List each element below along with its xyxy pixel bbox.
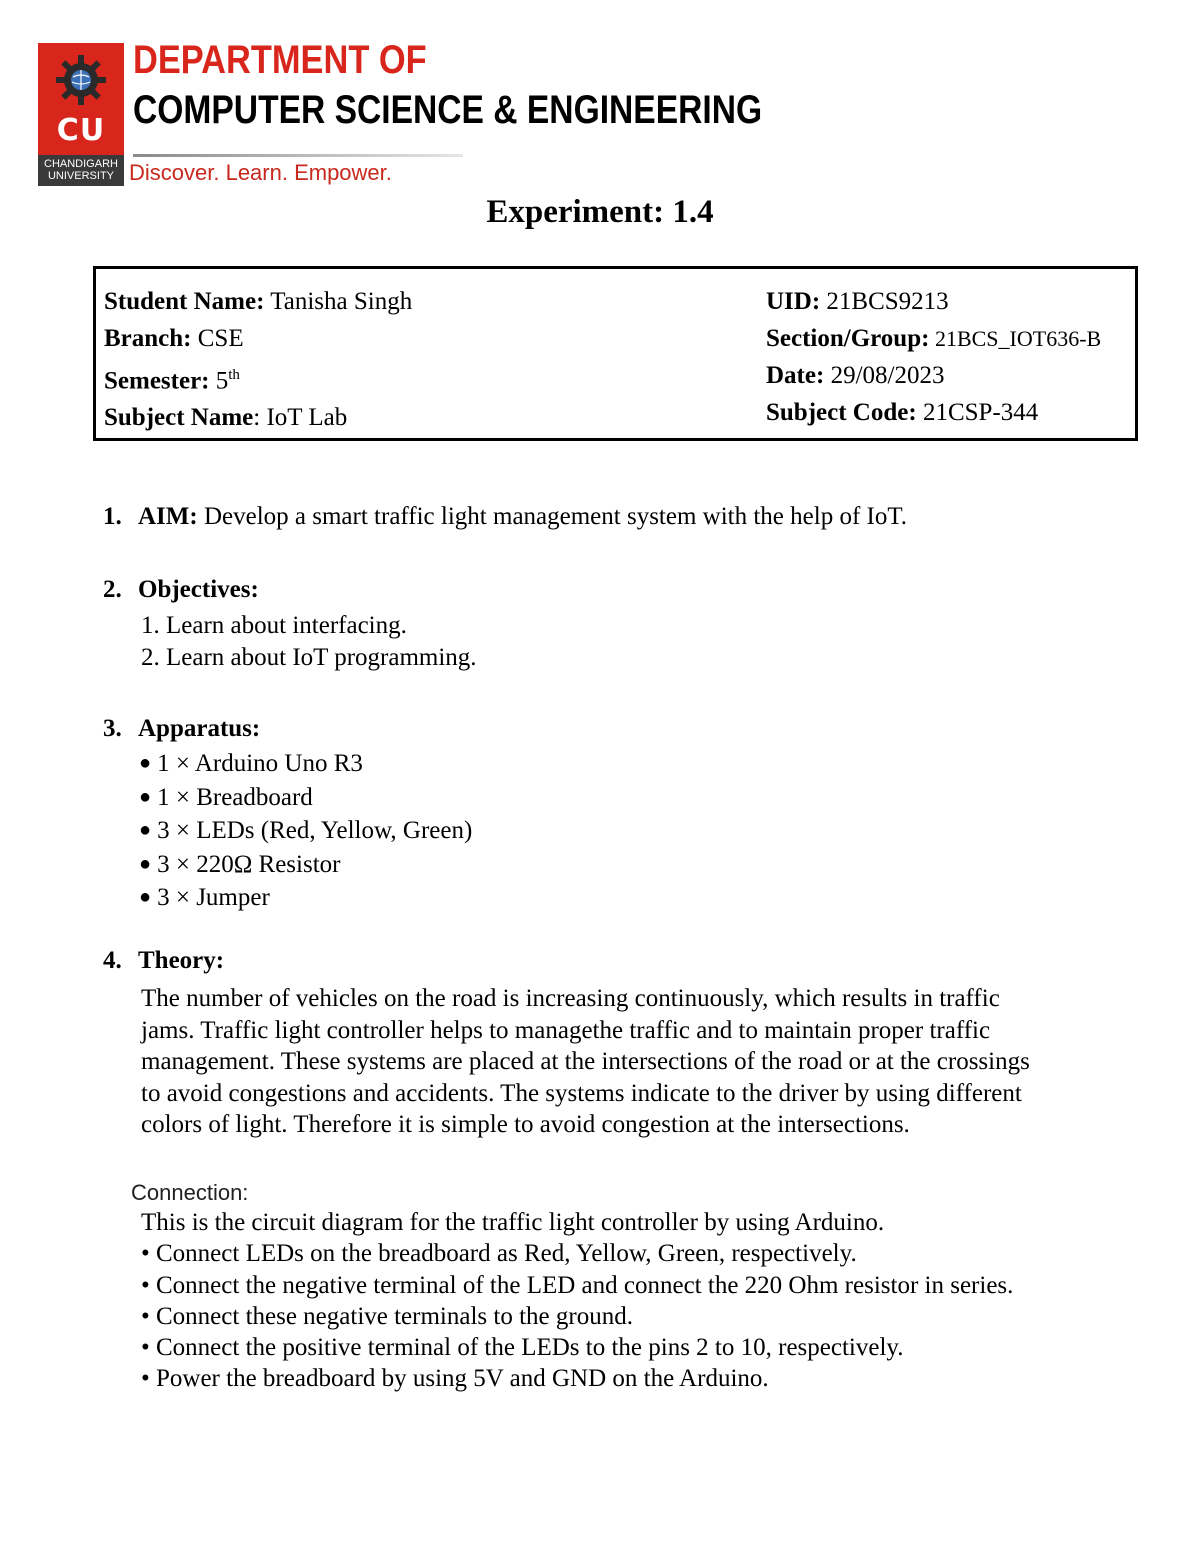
list-item: • Power the breadboard by using 5V and GND on the Arduino. — [141, 1365, 769, 1393]
section-row: Section/Group: 21BCS_IOT636-B — [766, 325, 1102, 352]
objectives-list — [141, 610, 1131, 673]
theory-paragraph: The number of vehicles on the road is increasing continuously, which results in traffic jams. Traffic light controller helps to managethe traffic and to maintain proper traffic management. These systems are placed at the intersections of the road or at the crossings to avoid congestions and accidents. The systems indicate to the driver by using different colors of light. Therefore it is simple to avoid congestion at the intersections. — [141, 985, 1030, 1138]
date-row: Date: 29/08/2023 — [766, 362, 945, 389]
header-divider — [133, 154, 463, 157]
apparatus-heading-row: 3. Apparatus: — [103, 715, 261, 742]
student-info-box — [93, 266, 1138, 441]
student-name-row: Student Name: Tanisha Singh — [104, 288, 413, 315]
list-item: 2. Learn about IoT programming. — [141, 643, 477, 671]
department-subtitle: COMPUTER SCIENCE & ENGINEERING — [133, 88, 763, 132]
experiment-title: Experiment: 1.4 — [486, 194, 714, 230]
apparatus-heading: Apparatus: — [138, 715, 261, 742]
theory-heading-row: 4. Theory: — [103, 947, 225, 974]
list-item: 1. Learn about interfacing. — [141, 612, 407, 639]
connection-heading: Connection: — [131, 1180, 249, 1205]
theory-heading: Theory: — [138, 947, 225, 974]
list-item: ● 1 × Arduino Uno R3 — [139, 750, 363, 777]
list-item: • Connect these negative terminals to the ground. — [141, 1302, 633, 1330]
connection-list — [141, 1207, 1131, 1395]
list-item: ● 3 × LEDs (Red, Yellow, Green) — [139, 817, 473, 844]
subject-name-row: Subject Name: IoT Lab — [104, 404, 348, 432]
info-left-column — [104, 283, 412, 436]
subject-code-row: Subject Code: 21CSP-344 — [766, 399, 1039, 426]
list-item: • Connect the positive terminal of the LEDs to the pins 2 to 10, respectively. — [141, 1334, 904, 1362]
list-item: ● 3 × Jumper — [139, 884, 270, 911]
objectives-heading-row: 2. Objectives: — [103, 576, 259, 603]
aim-section: 1. AIM: Develop a smart traffic light management system with the help of IoT. — [103, 503, 908, 530]
apparatus-list — [139, 748, 472, 916]
branch-row: Branch: CSE — [104, 325, 244, 352]
university-logo — [38, 43, 124, 186]
department-title: DEPARTMENT OF — [133, 38, 427, 82]
logo-university-name: CHANDIGARH UNIVERSITY — [38, 155, 124, 186]
list-item: • Connect the negative terminal of the LED and connect the 220 Ohm resistor in series. — [141, 1271, 1014, 1299]
list-item: • Connect LEDs on the breadboard as Red, Yellow, Green, respectively. — [141, 1240, 857, 1268]
gear-globe-icon — [54, 53, 108, 107]
aim-heading: AIM: — [138, 503, 198, 530]
info-right-column — [766, 283, 1101, 431]
uid-row: UID: 21BCS9213 — [766, 288, 949, 315]
logo-cu-text: CU — [56, 113, 106, 148]
aim-text: Develop a smart traffic light management system with the help of IoT. — [197, 503, 908, 530]
objectives-heading: Objectives: — [138, 576, 259, 603]
tagline: Discover. Learn. Empower. — [129, 160, 392, 185]
list-item: ● 3 × 220Ω Resistor — [139, 850, 341, 878]
semester-row: Semester: 5th — [104, 367, 240, 395]
connection-intro: This is the circuit diagram for the traffic light controller by using Arduino. — [141, 1209, 885, 1236]
list-item: ● 1 × Breadboard — [139, 783, 313, 811]
